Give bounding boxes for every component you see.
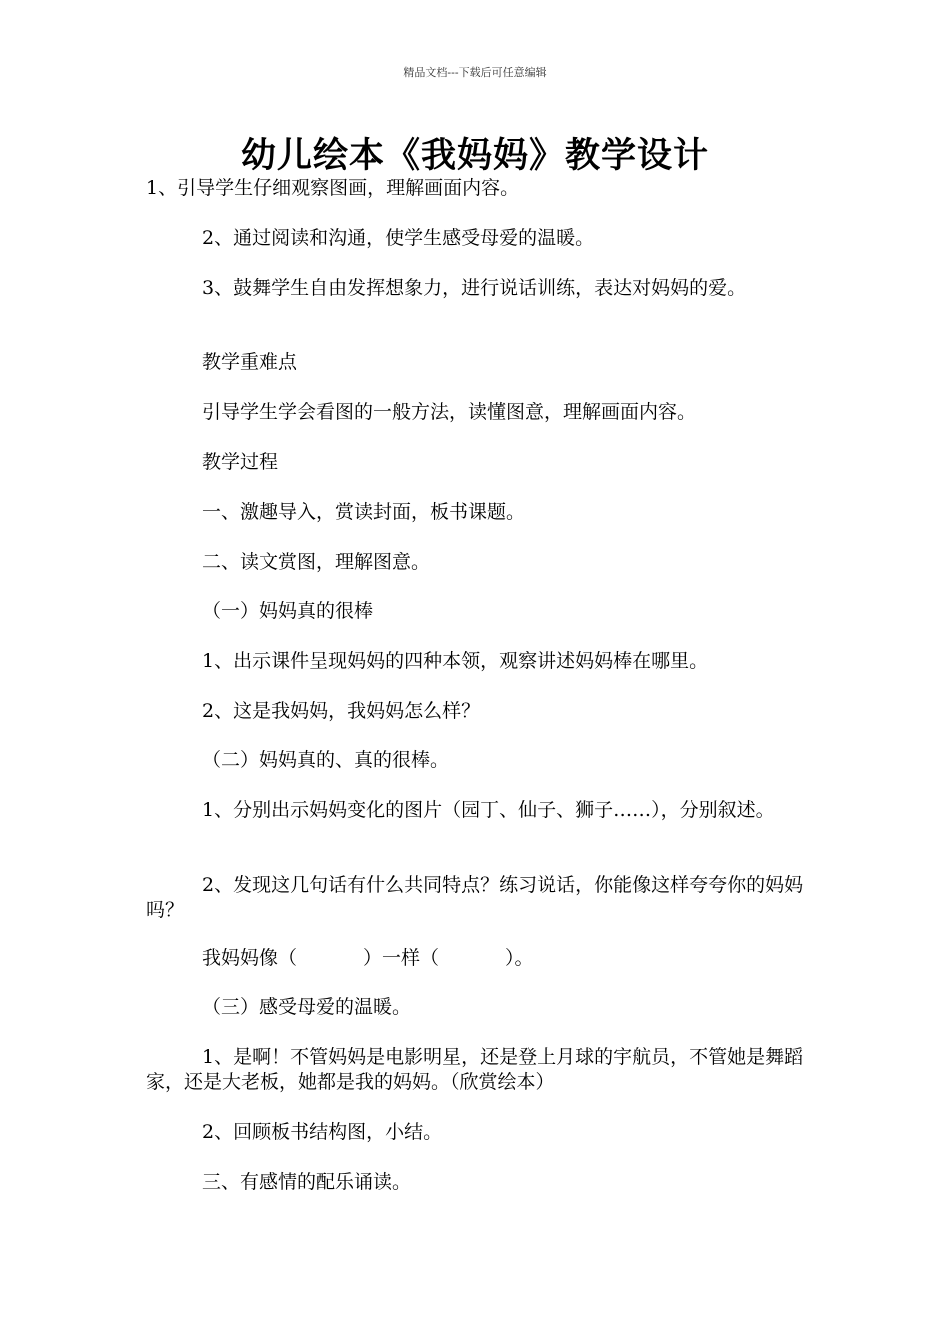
header-note: 精品文档---下载后可任意编辑 [403, 66, 547, 79]
paragraph-section-2-item-2: 2、发现这几句话有什么共同特点？练习说话，你能像这样夸夸你的妈妈吗？ [146, 874, 804, 921]
paragraph-section-2-item-1: 1、分别出示妈妈变化的图片（园丁、仙子、狮子……），分别叙述。 [202, 799, 775, 821]
heading-key-points: 教学重难点 [202, 351, 298, 373]
document-title: 幼儿绘本《我妈妈》教学设计 [240, 136, 709, 176]
paragraph-section-3-item-2: 2、回顾板书结构图，小结。 [202, 1121, 443, 1143]
paragraph-key-points: 引导学生学会看图的一般方法，读懂图意，理解画面内容。 [202, 401, 697, 423]
paragraph-step-3: 三、有感情的配乐诵读。 [202, 1171, 412, 1193]
fill-sentence-part-1: 我妈妈像（ [202, 947, 298, 969]
paragraph-section-3: （三）感受母爱的温暖。 [202, 996, 412, 1018]
paragraph-step-2: 二、读文赏图，理解图意。 [202, 551, 431, 573]
fill-sentence-part-3: ）。 [505, 947, 534, 969]
paragraph-section-3-item-1: 1、是啊！不管妈妈是电影明星，还是登上月球的宇航员，不管她是舞蹈家，还是大老板，她都是我的妈妈。（欣赏绘本） [146, 1046, 804, 1093]
paragraph-objective-3: 3、鼓舞学生自由发挥想象力，进行说话训练，表达对妈妈的爱。 [202, 277, 747, 299]
fill-in-sentence [146, 946, 810, 971]
paragraph-section-1: （一）妈妈真的很棒 [202, 600, 374, 622]
paragraph-section-1-item-2: 2、这是我妈妈，我妈妈怎么样？ [202, 700, 481, 722]
paragraph-objective-1: 1、引导学生仔细观察图画，理解画面内容。 [146, 177, 520, 199]
paragraph-objective-2: 2、通过阅读和沟通，使学生感受母爱的温暖。 [202, 227, 595, 249]
paragraph-section-2: （二）妈妈真的、真的很棒。 [202, 749, 450, 771]
paragraph-section-1-item-1: 1、出示课件呈现妈妈的四种本领，观察讲述妈妈棒在哪里。 [202, 650, 709, 672]
paragraph-step-1: 一、激趣导入，赏读封面，板书课题。 [202, 501, 526, 523]
heading-process: 教学过程 [202, 451, 279, 473]
fill-sentence-part-2: ）一样（ [363, 947, 440, 969]
